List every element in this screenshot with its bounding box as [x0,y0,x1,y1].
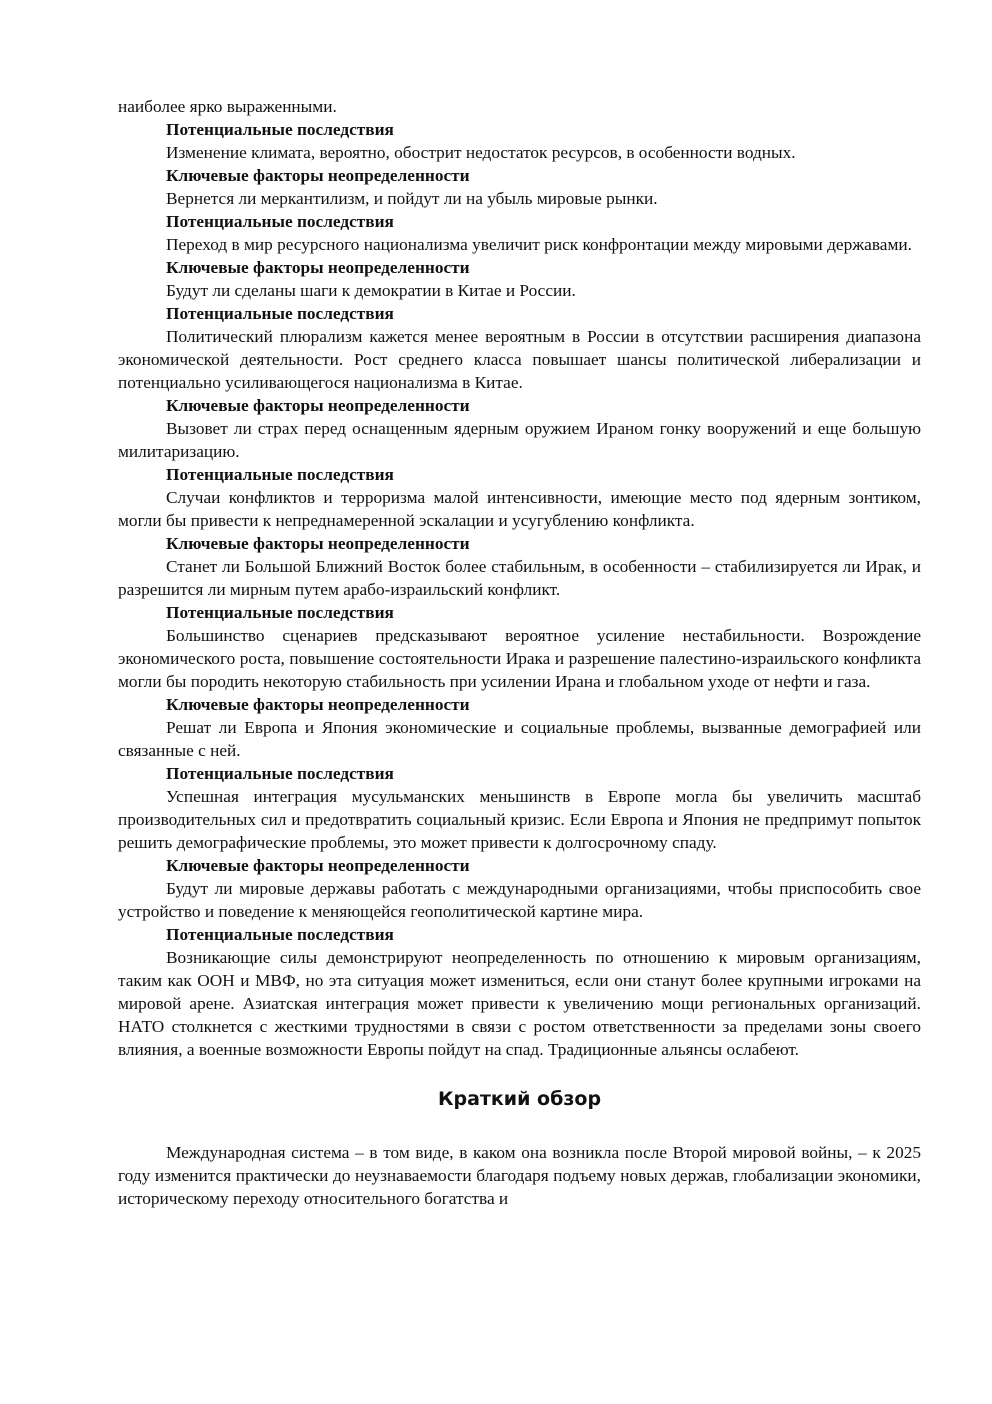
document-page [118,95,921,1210]
paragraph: Переход в мир ресурсного национализма увеличит риск конфронтации между мировыми державами. [166,235,912,254]
paragraph: Решат ли Европа и Япония экономические и социальные проблемы, вызванные демографией или связанные с ней. [118,718,921,760]
subheading: Ключевые факторы неопределенности [166,856,470,875]
paragraph: Вернется ли меркантилизм, и пойдут ли на убыль мировые рынки. [166,189,658,208]
paragraph: Успешная интеграция мусульманских меньшинств в Европе могла бы увеличить масштаб производительных сил и предотвратить социальный кризис. Если Европа и Япония не предпримут попыток решить демографические проблемы, это может привести к долгосрочному спаду. [118,787,921,852]
subheading: Ключевые факторы неопределенности [166,166,470,185]
paragraph: Большинство сценариев предсказывают вероятное усиление нестабильности. Возрождение экономического роста, повышение состоятельности Ирака и разрешение палестино-израильского конфликта могли бы породить некоторую стабильность при усилении Ирана и глобальном уходе от нефти и газа. [118,626,921,691]
paragraph: Международная система – в том виде, в каком она возникла после Второй мировой войны, – к 2025 году изменится практически до неузнаваемости благодаря подъему новых держав, глобализации экономики, историческому переходу относительного богатства и [118,1143,921,1208]
subheading: Ключевые факторы неопределенности [166,534,470,553]
subheading: Потенциальные последствия [166,603,394,622]
subheading: Потенциальные последствия [166,465,394,484]
paragraph: Будут ли мировые державы работать с международными организациями, чтобы приспособить свое устройство и поведение к меняющейся геополитической картине мира. [118,879,921,921]
paragraph: Вызовет ли страх перед оснащенным ядерным оружием Ираном гонку вооружений и еще большую милитаризацию. [118,419,921,461]
subheading: Потенциальные последствия [166,925,394,944]
subheading: Потенциальные последствия [166,764,394,783]
paragraph: Случаи конфликтов и терроризма малой интенсивности, имеющие место под ядерным зонтиком, могли бы привести к непреднамеренной эскалации и усугублению конфликта. [118,488,921,530]
paragraph: Изменение климата, вероятно, обострит недостаток ресурсов, в особенности водных. [166,143,796,162]
paragraph: Возникающие силы демонстрируют неопределенность по отношению к мировым организациям, таким как ООН и МВФ, но эта ситуация может измениться, если они станут более крупными игроками на мировой арене. Азиатская интеграция может привести к увеличению мощи региональных организаций. НАТО столкнется с жесткими трудностями в связи с ростом ответственности за пределами зоны своего влияния, а военные возможности Европы пойдут на спад. Традиционные альянсы ослабеют. [118,948,921,1059]
section-title: Краткий обзор [437,1088,602,1110]
subheading: Ключевые факторы неопределенности [166,695,470,714]
subheading: Потенциальные последствия [166,304,394,323]
subheading: Ключевые факторы неопределенности [166,396,470,415]
paragraph: Политический плюрализм кажется менее вероятным в России в отсутствии расширения диапазона экономической деятельности. Рост среднего класса повышает шансы политической либерализации и потенциально усиливающегося национализма в Китае. [118,327,921,392]
paragraph: наиболее ярко выраженными. [118,97,337,116]
subheading: Потенциальные последствия [166,120,394,139]
paragraph: Станет ли Большой Ближний Восток более стабильным, в особенности – стабилизируется ли Ирак, и разрешится ли мирным путем арабо-израильский конфликт. [118,557,921,599]
subheading: Ключевые факторы неопределенности [166,258,470,277]
paragraph: Будут ли сделаны шаги к демократии в Китае и России. [166,281,576,300]
subheading: Потенциальные последствия [166,212,394,231]
